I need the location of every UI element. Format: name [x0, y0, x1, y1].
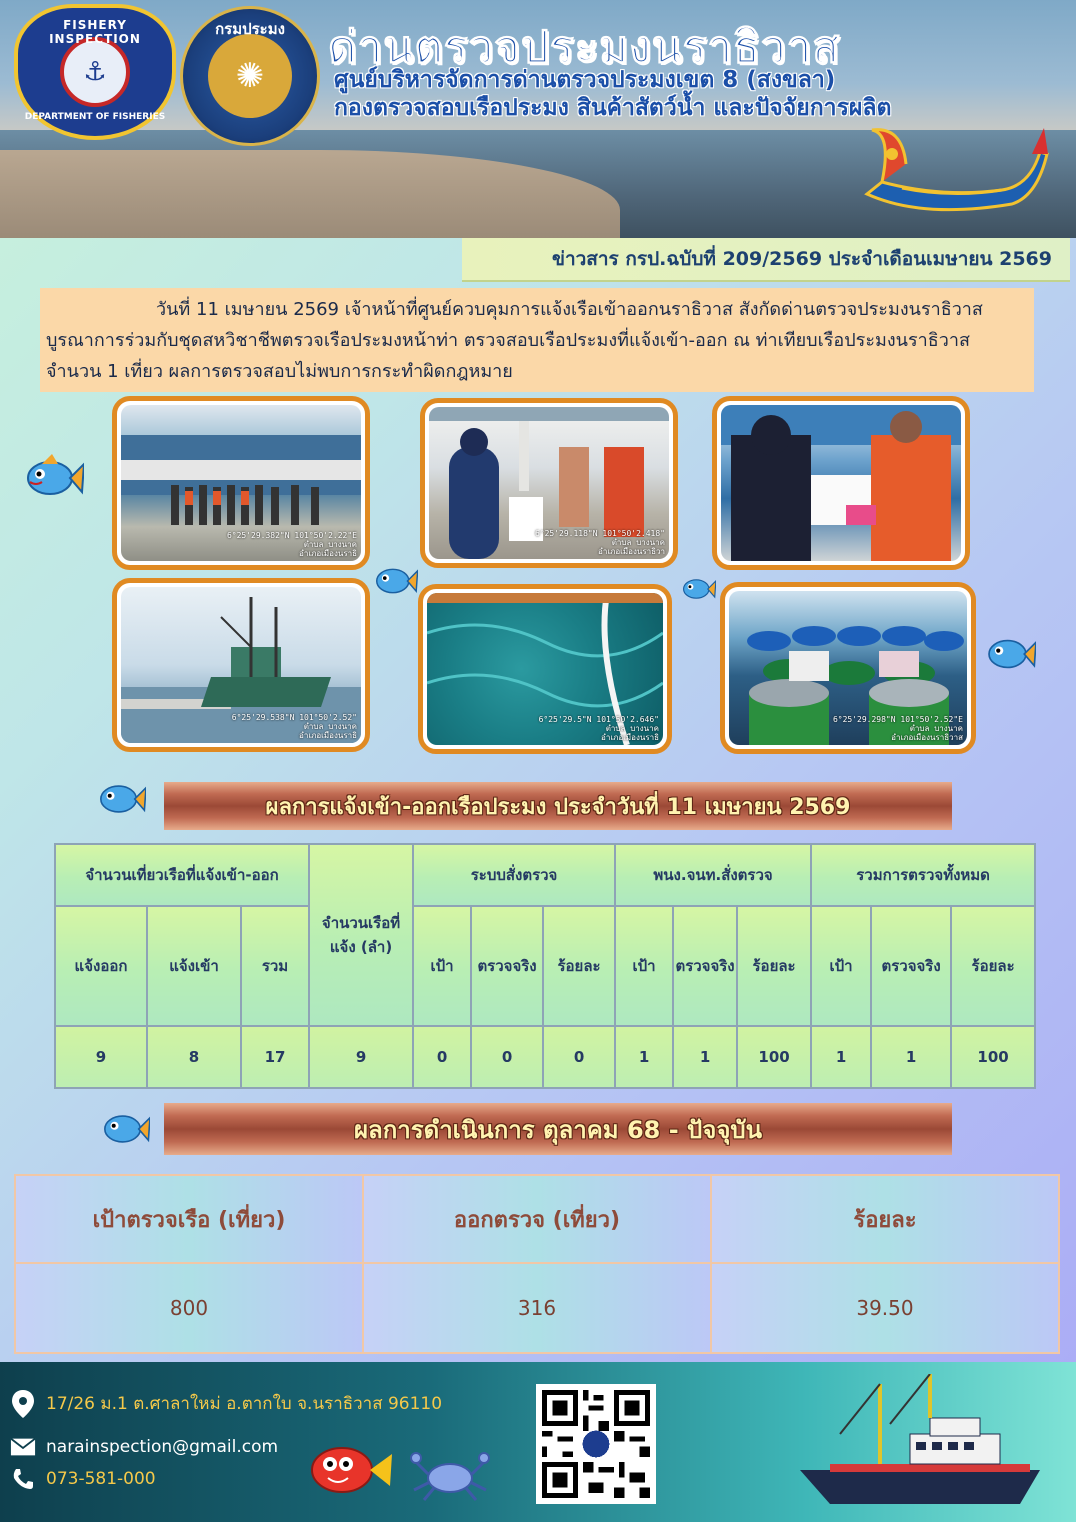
header-target-trips: เป้าตรวจเรือ (เที่ยว) [15, 1175, 363, 1263]
header-officer: พนง.จนท.สั่งตรวจ [615, 844, 811, 906]
header-total: รวมการตรวจทั้งหมด [811, 844, 1035, 906]
value-sys-checked: 0 [471, 1026, 543, 1088]
photo-fishing-net [418, 584, 672, 754]
header-sys-target: เป้า [413, 906, 471, 1026]
shield-icon: ⚓ [60, 37, 130, 107]
geotag: 6°25'29.538"N 101°50'2.52" ตำบล บางนาค อำเภอเมืองนราธิ [231, 713, 357, 740]
header-off-checked: ตรวจจริง [673, 906, 737, 1026]
value-sys-target: 0 [413, 1026, 471, 1088]
cartoon-fish-icon [22, 452, 84, 504]
geotag: 6°25'29.5"N 101°50'2.646" ตำบล บางนาค อำเภอเมืองนราธิ [538, 715, 659, 742]
header-trips: จำนวนเที่ยวเรือที่แจ้งเข้า-ออก [55, 844, 309, 906]
header-sum: รวม [241, 906, 309, 1026]
page-subtitle-2: กองตรวจสอบเรือประมง สินค้าสัตว์น้ำ และปัจจัยการผลิต [334, 95, 892, 121]
photo-document-check [712, 396, 970, 570]
paragraph-line-1: วันที่ 11 เมษายน 2569 เจ้าหน้าที่ศูนย์ควบคุมการแจ้งเรือเข้าออกนราธิวาส สังกัดด่านตรวจประมงนราธิวาส [156, 299, 983, 320]
page-subtitle-1: ศูนย์บริหารจัดการด่านตรวจประมงเขต 8 (สงขลา) [334, 67, 836, 93]
value-off-checked: 1 [673, 1026, 737, 1088]
value-tot-percent: 100 [951, 1026, 1035, 1088]
photo-crew-lineup [112, 396, 370, 570]
value-sum: 17 [241, 1026, 309, 1088]
header-percent: ร้อยละ [711, 1175, 1059, 1263]
value-target-trips: 800 [15, 1263, 363, 1353]
header-banner [0, 0, 1076, 238]
value-tot-target: 1 [811, 1026, 871, 1088]
location-pin-icon [10, 1391, 36, 1417]
header-tot-percent: ร้อยละ [951, 906, 1035, 1026]
footer [0, 1362, 1076, 1522]
header-sys-percent: ร้อยละ [543, 906, 615, 1026]
header-off-percent: ร้อยละ [737, 906, 811, 1026]
cartoon-fish-icon [96, 778, 146, 820]
header-boats: จำนวนเรือที่แจ้ง (ลำ) [309, 844, 413, 1026]
header-system: ระบบสั่งตรวจ [413, 844, 615, 906]
deity-icon: ✺ [208, 34, 292, 118]
page-title: ด่านตรวจประมงนราธิวาส [328, 22, 841, 73]
cartoon-fish-icon [372, 562, 418, 600]
header-tot-checked: ตรวจจริง [871, 906, 951, 1026]
value-sys-percent: 0 [543, 1026, 615, 1088]
cumulative-result-table [14, 1174, 1060, 1354]
value-tot-checked: 1 [871, 1026, 951, 1088]
news-issue-bar: ข่าวสาร กรป.ฉบับที่ 209/2569 ประจำเดือนเมษายน 2569 [462, 238, 1070, 282]
header-out: แจ้งออก [55, 906, 147, 1026]
value-off-percent: 100 [737, 1026, 811, 1088]
header-off-target: เป้า [615, 906, 673, 1026]
geotag: 6°25'29.382"N 101°50'2.22"E ตำบล บางนาค อำเภอเมืองนราธิ [226, 531, 357, 558]
value-in: 8 [147, 1026, 241, 1088]
department-of-fisheries-seal [180, 6, 320, 146]
news-paragraph [40, 288, 1034, 392]
value-boats: 9 [309, 1026, 413, 1088]
logo-text-bottom: DEPARTMENT OF FISHERIES [24, 112, 166, 122]
address-text: 17/26 ม.1 ต.ศาลาใหม่ อ.ตากใบ จ.นราธิวาส 96110 [46, 1394, 443, 1414]
daily-result-banner: ผลการแจ้งเข้า-ออกเรือประมง ประจำวันที่ 11 เมษายน 2569 [164, 782, 952, 830]
fishing-ship-icon [790, 1374, 1050, 1514]
email-icon [10, 1434, 36, 1460]
header-sys-checked: ตรวจจริง [471, 906, 543, 1026]
cartoon-fish-icon [680, 574, 716, 604]
header-inspected-trips: ออกตรวจ (เที่ยว) [363, 1175, 711, 1263]
header-in: แจ้งเข้า [147, 906, 241, 1026]
red-fish-mascot-icon [308, 1442, 392, 1494]
logo-text-top: FISHERY INSPECTION [49, 18, 141, 46]
geotag: 6°25'29.118"N 101°50'2.418" ตำบล บางนาค อำเภอเมืองนราธิวา [534, 529, 665, 556]
phone-text: 073-581-000 [46, 1469, 156, 1489]
value-inspected-trips: 316 [363, 1263, 711, 1353]
cartoon-fish-icon [984, 632, 1036, 676]
table-row [15, 1263, 1059, 1353]
photo-officer-inspection [420, 398, 678, 568]
geotag: 6°25'29.298"N 101°50'2.52"E ตำบล บางนาค อำเภอเมืองนราธิวาส [832, 715, 963, 742]
header-tot-target: เป้า [811, 906, 871, 1026]
cartoon-fish-icon [100, 1108, 150, 1150]
photo-fishing-boat [112, 578, 370, 752]
cumulative-result-banner: ผลการดำเนินการ ตุลาคม 68 - ปัจจุบัน [164, 1103, 952, 1155]
photo-fish-catch-barrels [720, 582, 976, 754]
email-link[interactable]: narainspection@gmail.com [46, 1437, 279, 1457]
value-off-target: 1 [615, 1026, 673, 1088]
fishery-inspection-logo [14, 4, 176, 140]
seal-text: กรมประมง [215, 20, 285, 38]
value-out: 9 [55, 1026, 147, 1088]
qr-code[interactable] [536, 1384, 656, 1504]
footer-email [10, 1434, 278, 1460]
daily-result-table [54, 843, 1036, 1089]
footer-phone [10, 1466, 156, 1492]
footer-address [10, 1390, 442, 1417]
table-row [55, 1026, 1035, 1088]
qr-code-icon [542, 1390, 650, 1498]
paragraph-line-2: บูรณาการร่วมกับชุดสหวิชาชีพตรวจเรือประมงหน้าท่า ตรวจสอบเรือประมงที่แจ้งเข้า-ออก ณ ท่าเทียบเรือประมงนราธิวาส [46, 330, 970, 351]
paragraph-line-3: จำนวน 1 เที่ยว ผลการตรวจสอบไม่พบการกระทำผิดกฎหมาย [46, 361, 513, 382]
crab-icon [410, 1446, 490, 1502]
value-percent: 39.50 [711, 1263, 1059, 1353]
kolae-boat-icon [862, 124, 1052, 228]
phone-icon [10, 1466, 36, 1492]
